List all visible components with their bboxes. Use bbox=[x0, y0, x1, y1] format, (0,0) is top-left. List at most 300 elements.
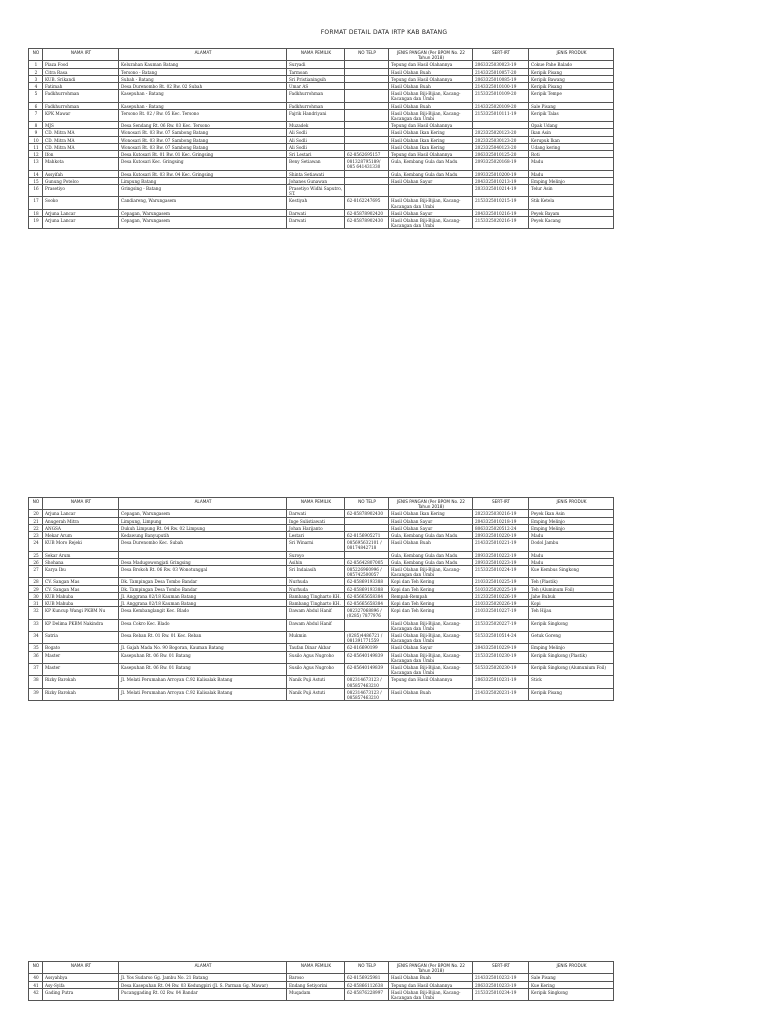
cell-no: 13 bbox=[29, 158, 43, 170]
cell-sert-irt: 2043325010218-19 bbox=[473, 517, 529, 524]
cell-no: 12 bbox=[29, 151, 43, 158]
cell-jenis-pangan: Hasil Olahan Biji-Bijian, Kacang-Kacangan dan Umbi bbox=[389, 109, 473, 121]
cell-jenis-pangan: Hasil Olahan Sayur bbox=[389, 644, 473, 651]
cell-alamat: Wonosari Rt. 03 Rw. 07 Sambong Batang bbox=[119, 136, 287, 143]
cell-no: 37 bbox=[29, 664, 43, 676]
cell-jenis-pangan: Hasil Olahan Buah bbox=[389, 83, 473, 90]
table-row bbox=[29, 197, 614, 209]
cell-sert-irt: 2023325020123-20 bbox=[473, 129, 529, 136]
cell-no: 23 bbox=[29, 532, 43, 539]
cell-jenis-pangan: Hasil Olahan Biji-Bijian, Kacang-Kacangan dan Umbi bbox=[389, 90, 473, 102]
cell-jenis-pangan: Hasil Olahan Buah bbox=[389, 539, 473, 551]
cell-no-telp: 081328795189/ 085 641431330 bbox=[345, 158, 389, 170]
table-row bbox=[29, 644, 614, 651]
cell-jenis-pangan: Hasil Olahan Ikan Kering bbox=[389, 143, 473, 150]
cell-jenis-produk: Roti bbox=[529, 151, 614, 158]
cell-alamat: Subah - Batang bbox=[119, 75, 287, 82]
cell-alamat: Desa Kutosari Kec. Gringsing bbox=[119, 158, 287, 170]
cell-nama-pemilik: Nanik Puji Astuti bbox=[287, 688, 345, 700]
cell-sert-irt: 2093325020168-19 bbox=[473, 158, 529, 170]
cell-jenis-pangan: Hasil Olahan Sayur bbox=[389, 517, 473, 524]
cell-sert-irt: 2023325030123-20 bbox=[473, 136, 529, 143]
cell-jenis-pangan: Hasil Olahan Biji-Bijian, Kacang-Kacangan dan Umbi bbox=[389, 632, 473, 644]
cell-jenis-pangan: Rempah-Rempah bbox=[389, 592, 473, 599]
cell-no: 17 bbox=[29, 197, 43, 209]
cell-sert-irt: 2023325040123-20 bbox=[473, 143, 529, 150]
cell-nama-pemilik: Muzadek bbox=[287, 122, 345, 129]
cell-nama-pemilik: Fadkhurrohman bbox=[287, 90, 345, 102]
cell-no-telp bbox=[345, 143, 389, 150]
cell-nama-irt: Anugerah Mitra bbox=[43, 517, 119, 524]
cell-nama-irt: CD. Mitra MA bbox=[43, 136, 119, 143]
cell-no: 6 bbox=[29, 102, 43, 109]
table-row bbox=[29, 122, 614, 129]
cell-sert-irt: 2063325010233-19 bbox=[473, 981, 529, 988]
cell-sert-irt: 2143325020109-20 bbox=[473, 102, 529, 109]
cell-jenis-produk: Keripik Pisang bbox=[529, 688, 614, 700]
table-row bbox=[29, 102, 614, 109]
cell-nama-pemilik: Nanik Puji Astuti bbox=[287, 676, 345, 688]
header-jenis-pangan: JENIS PANGAN (Per BPOM No. 22 Tahun 2018) bbox=[389, 49, 473, 61]
cell-jenis-pangan: Kopi dan Teh Kering bbox=[389, 607, 473, 619]
cell-no-telp bbox=[345, 177, 389, 184]
cell-nama-pemilik: Asihin bbox=[287, 558, 345, 565]
cell-no: 31 bbox=[29, 600, 43, 607]
cell-nama-pemilik: Nurhuda bbox=[287, 578, 345, 585]
cell-alamat: Jl. Anggrana 02/18 Kauman Batang bbox=[119, 592, 287, 599]
cell-alamat: Desa Durenombo Rt. 02 Rw. 02 Subah bbox=[119, 83, 287, 90]
table-row bbox=[29, 578, 614, 585]
cell-sert-irt: 2063325010085-19 bbox=[473, 75, 529, 82]
cell-nama-irt: CD. Mitra MA bbox=[43, 143, 119, 150]
cell-no-telp bbox=[345, 83, 389, 90]
header-alamat: ALAMAT bbox=[119, 498, 287, 510]
cell-jenis-pangan bbox=[389, 185, 473, 197]
cell-jenis-pangan: Tepung dan Hasil Olahannya bbox=[389, 122, 473, 129]
cell-alamat: Cepagan, Warungasem bbox=[119, 217, 287, 229]
cell-sert-irt: 2043325010213-19 bbox=[473, 177, 529, 184]
cell-sert-irt: 2143325010221-19 bbox=[473, 539, 529, 551]
cell-no: 38 bbox=[29, 676, 43, 688]
table-row bbox=[29, 651, 614, 663]
header-jenis-pangan: JENIS PANGAN (Per BPOM No. 22 Tahun 2018) bbox=[389, 498, 473, 510]
header-no-telp: NO TELP bbox=[345, 49, 389, 61]
table-row bbox=[29, 61, 614, 68]
cell-nama-pemilik: Muqadam bbox=[287, 988, 345, 1000]
cell-no-telp bbox=[345, 524, 389, 531]
cell-sert-irt: 5153325010514-24 bbox=[473, 632, 529, 644]
cell-alamat: Desa Sendang Rt. 06 Rw. 03 Kec. Tersono bbox=[119, 122, 287, 129]
cell-jenis-pangan: Gula, Kembang Gula dan Madu bbox=[389, 532, 473, 539]
table-row bbox=[29, 75, 614, 82]
cell-no-telp: 62-85640149839 bbox=[345, 651, 389, 663]
cell-nama-pemilik: Beny Setiawan bbox=[287, 158, 345, 170]
cell-no-telp bbox=[345, 109, 389, 121]
cell-alamat: Kasepuhan Rt. 06 Rw. 01 Batang bbox=[119, 664, 287, 676]
cell-sert-irt: 2093325010220-19 bbox=[473, 532, 529, 539]
cell-nama-irt: Shohana bbox=[43, 558, 119, 565]
cell-nama-pemilik: Johanes Gunawan bbox=[287, 177, 345, 184]
table-row bbox=[29, 109, 614, 121]
cell-alamat: Desa Reban Rt. 01 Rw. 01 Kec. Reban bbox=[119, 632, 287, 644]
cell-alamat: Jl. Anggrana 02/18 Kauman Batang bbox=[119, 600, 287, 607]
cell-no-telp: 62-85869193388 bbox=[345, 585, 389, 592]
cell-nama-pemilik: Ali Sodli bbox=[287, 129, 345, 136]
cell-alamat: Kelurahan Kauman Batang bbox=[119, 61, 287, 68]
cell-no-telp: 62-85878902420 bbox=[345, 209, 389, 216]
cell-no: 32 bbox=[29, 607, 43, 619]
cell-jenis-produk: Udang kering bbox=[529, 143, 614, 150]
cell-jenis-produk: Kue Kembus Singkong bbox=[529, 566, 614, 578]
cell-no-telp: 62-85876228997 bbox=[345, 988, 389, 1000]
cell-nama-irt: KPK Mawar bbox=[43, 109, 119, 121]
cell-nama-pemilik: Mukmin bbox=[287, 632, 345, 644]
cell-jenis-produk: Emping Melinjo bbox=[529, 517, 614, 524]
cell-alamat: Pucanggading Rt. 02 Rw. 04 Bandar bbox=[119, 988, 287, 1000]
header-jenis-produk: JENIS PRODUK bbox=[529, 962, 614, 974]
cell-nama-irt: MJS bbox=[43, 122, 119, 129]
cell-jenis-produk: Emping Melinjo bbox=[529, 524, 614, 531]
cell-no: 8 bbox=[29, 122, 43, 129]
cell-jenis-pangan: Hasil Olahan Biji-Bijian, Kacang-Kacangan dan Umbi bbox=[389, 566, 473, 578]
cell-jenis-pangan: Gula, Kembang Gula dan Madu bbox=[389, 558, 473, 565]
cell-no: 36 bbox=[29, 651, 43, 663]
cell-jenis-produk: Sale Pisang bbox=[529, 974, 614, 981]
table-row bbox=[29, 676, 614, 688]
cell-no: 40 bbox=[29, 974, 43, 981]
cell-no: 3 bbox=[29, 75, 43, 82]
header-sert-irt: SERT-IRT bbox=[473, 49, 529, 61]
cell-nama-pemilik: Nurhuda bbox=[287, 585, 345, 592]
cell-jenis-produk: Ikan Asin bbox=[529, 129, 614, 136]
cell-alamat: Kasepuhan - Batang bbox=[119, 90, 287, 102]
header-nama-irt: NAMA IRT bbox=[43, 962, 119, 974]
cell-no: 7 bbox=[29, 109, 43, 121]
cell-nama-pemilik: Fajrik Handriyani bbox=[287, 109, 345, 121]
cell-jenis-produk: Madu bbox=[529, 532, 614, 539]
cell-jenis-pangan: Hasil Olahan Buah bbox=[389, 688, 473, 700]
cell-jenis-pangan: Hasil Olahan Sayur bbox=[389, 524, 473, 531]
cell-sert-irt bbox=[473, 122, 529, 129]
cell-jenis-produk: Peyek Kacang bbox=[529, 217, 614, 229]
cell-no-telp bbox=[345, 136, 389, 143]
cell-sert-irt: 2153325010224-19 bbox=[473, 566, 529, 578]
cell-nama-pemilik: Darwati bbox=[287, 209, 345, 216]
header-no-telp: NO TELP bbox=[345, 962, 389, 974]
table-row bbox=[29, 585, 614, 592]
cell-nama-pemilik: Shinta Setiawati bbox=[287, 170, 345, 177]
cell-no: 22 bbox=[29, 524, 43, 531]
table-row bbox=[29, 90, 614, 102]
cell-nama-pemilik: Sri Lestari bbox=[287, 151, 345, 158]
cell-nama-pemilik: Dawam Abdul Hanif bbox=[287, 607, 345, 619]
cell-no-telp: 085226960996 / 085742500057 bbox=[345, 566, 389, 578]
table-row bbox=[29, 632, 614, 644]
table-row bbox=[29, 510, 614, 517]
cell-nama-irt: Mahkota bbox=[43, 158, 119, 170]
cell-sert-irt: 5103325020225-19 bbox=[473, 585, 529, 592]
header-nama-pemilik: NAMA PEMILIK bbox=[287, 49, 345, 61]
cell-jenis-produk: Keripik Singkong bbox=[529, 988, 614, 1000]
cell-nama-pemilik: Bambang Tingharto KH. bbox=[287, 592, 345, 599]
cell-sert-irt: 2153325010234-19 bbox=[473, 988, 529, 1000]
cell-jenis-produk: Teh Hijau bbox=[529, 607, 614, 619]
cell-jenis-produk: Dodol Jambu bbox=[529, 539, 614, 551]
cell-no: 34 bbox=[29, 632, 43, 644]
cell-sert-irt: 2063325010125-20 bbox=[473, 151, 529, 158]
cell-no-telp bbox=[345, 619, 389, 631]
cell-jenis-pangan: Hasil Olahan Buah bbox=[389, 68, 473, 75]
header-no-telp: NO TELP bbox=[345, 498, 389, 510]
header-jenis-produk: JENIS PRODUK bbox=[529, 498, 614, 510]
cell-jenis-produk: Emping Melinjo bbox=[529, 177, 614, 184]
cell-nama-irt: Karya Ibu bbox=[43, 566, 119, 578]
table-header-row bbox=[29, 962, 614, 974]
cell-alamat: Dk. Tampingan Desa Tombo Bandar bbox=[119, 585, 287, 592]
cell-jenis-pangan: Tepung dan Hasil Olahannya bbox=[389, 61, 473, 68]
header-no: NO bbox=[29, 962, 43, 974]
cell-no: 19 bbox=[29, 217, 43, 229]
table-row bbox=[29, 158, 614, 170]
cell-sert-irt: 2153325020216-19 bbox=[473, 217, 529, 229]
cell-alamat: Kedawung Banyuputih bbox=[119, 532, 287, 539]
cell-jenis-produk: Cokue Pahe Balado bbox=[529, 61, 614, 68]
header-nama-irt: NAMA IRT bbox=[43, 49, 119, 61]
cell-jenis-produk: Jahe Bubuk bbox=[529, 592, 614, 599]
cell-no: 33 bbox=[29, 619, 43, 631]
cell-no: 29 bbox=[29, 585, 43, 592]
cell-jenis-produk: Peyek Bayam bbox=[529, 209, 614, 216]
cell-jenis-pangan: Hasil Olahan Ikan Kering bbox=[389, 136, 473, 143]
irtp-table-2 bbox=[28, 497, 614, 701]
header-alamat: ALAMAT bbox=[119, 962, 287, 974]
cell-jenis-pangan: Hasil Olahan Biji-Bijian, Kacang-Kacangan dan Umbi bbox=[389, 619, 473, 631]
document-title: FORMAT DETAIL DATA IRTP KAB BATANG bbox=[320, 29, 448, 36]
cell-nama-irt: CV. Sangan Mas bbox=[43, 585, 119, 592]
cell-jenis-pangan: Hasil Olahan Buah bbox=[389, 974, 473, 981]
cell-jenis-pangan: Hasil Olahan Biji-Bijian, Kacang-Kacangan dan Umbi bbox=[389, 988, 473, 1000]
irtp-table-1 bbox=[28, 48, 614, 229]
cell-nama-irt: Citra Rasa bbox=[43, 68, 119, 75]
cell-no: 35 bbox=[29, 644, 43, 651]
cell-alamat: Limpung, Limpung bbox=[119, 517, 287, 524]
irtp-table-3 bbox=[28, 961, 614, 1001]
table-row bbox=[29, 592, 614, 599]
table-row bbox=[29, 566, 614, 578]
cell-no-telp: 085695632101 / 08174842718 bbox=[345, 539, 389, 551]
cell-no-telp: 082327068896 / (0285) 7877976 bbox=[345, 607, 389, 619]
cell-nama-irt: Piaza Food bbox=[43, 61, 119, 68]
cell-nama-pemilik: Sri Pristianingsih bbox=[287, 75, 345, 82]
cell-jenis-produk: Stick bbox=[529, 676, 614, 688]
cell-alamat: Desa Durenombo Kec. Subah bbox=[119, 539, 287, 551]
cell-no: 11 bbox=[29, 143, 43, 150]
cell-alamat: Limpung Batang bbox=[119, 177, 287, 184]
header-sert-irt: SERT-IRT bbox=[473, 498, 529, 510]
table-row bbox=[29, 607, 614, 619]
cell-jenis-pangan: Hasil Olahan Buah bbox=[389, 102, 473, 109]
cell-nama-irt: KUB Mahuba bbox=[43, 600, 119, 607]
cell-alamat: Desa Kembanglangit Kec. Blado bbox=[119, 607, 287, 619]
cell-no-telp: 082314673123 / 085857463210 bbox=[345, 676, 389, 688]
header-no: NO bbox=[29, 49, 43, 61]
cell-no-telp: 62-85640149839 bbox=[345, 664, 389, 676]
cell-nama-irt: Satria bbox=[43, 632, 119, 644]
cell-no: 18 bbox=[29, 209, 43, 216]
cell-no-telp bbox=[345, 102, 389, 109]
cell-jenis-produk: Keripik Pisang bbox=[529, 83, 614, 90]
cell-jenis-produk: Telur Asin bbox=[529, 185, 614, 197]
cell-alamat: Gringsing - Batang bbox=[119, 185, 287, 197]
cell-nama-irt: KP Kuncup Wangi PKBM Nu bbox=[43, 607, 119, 619]
header-nama-pemilik: NAMA PEMILIK bbox=[287, 498, 345, 510]
cell-nama-pemilik: Sri Indaiasih bbox=[287, 566, 345, 578]
cell-alamat: Cepagan, Warungasem bbox=[119, 209, 287, 216]
cell-nama-pemilik: Darwati bbox=[287, 217, 345, 229]
cell-nama-irt: Sekar Arum bbox=[43, 551, 119, 558]
cell-alamat bbox=[119, 551, 287, 558]
cell-jenis-produk: Opak Udang bbox=[529, 122, 614, 129]
table-row bbox=[29, 143, 614, 150]
cell-no-telp: 62-85642807005 bbox=[345, 558, 389, 565]
cell-no: 26 bbox=[29, 558, 43, 565]
cell-jenis-pangan: Gula, Kembang Gula dan Madu bbox=[389, 170, 473, 177]
cell-jenis-pangan: Hasil Olahan Sayur bbox=[389, 209, 473, 216]
cell-jenis-pangan: Tepung dan Hasil Olahannya bbox=[389, 151, 473, 158]
cell-jenis-produk: Keripik Tempe bbox=[529, 90, 614, 102]
cell-sert-irt: 2143325010232-19 bbox=[473, 974, 529, 981]
cell-no-telp: (0285)4486721 / 081391771559 bbox=[345, 632, 389, 644]
cell-jenis-pangan: Tepung dan Hasil Olahannya bbox=[389, 981, 473, 988]
cell-nama-pemilik: Inge Sulistiawati bbox=[287, 517, 345, 524]
header-jenis-produk: JENIS PRODUK bbox=[529, 49, 614, 61]
cell-no: 25 bbox=[29, 551, 43, 558]
cell-sert-irt: 2043325010229-19 bbox=[473, 644, 529, 651]
cell-nama-pemilik: Suryadi bbox=[287, 61, 345, 68]
cell-jenis-produk: Sale Pisang bbox=[529, 102, 614, 109]
cell-no: 14 bbox=[29, 170, 43, 177]
cell-nama-pemilik: Taufan Dinar Akbar bbox=[287, 644, 345, 651]
cell-jenis-produk: Kopi bbox=[529, 600, 614, 607]
header-alamat: ALAMAT bbox=[119, 49, 287, 61]
cell-jenis-produk: Teh (Plastik) bbox=[529, 578, 614, 585]
cell-nama-irt: KP Delima PKBM Nakindra bbox=[43, 619, 119, 631]
cell-nama-pemilik: Dawam Abdul Hanif bbox=[287, 619, 345, 631]
table-row bbox=[29, 688, 614, 700]
cell-sert-irt: 2143325020231-19 bbox=[473, 688, 529, 700]
cell-no: 15 bbox=[29, 177, 43, 184]
cell-nama-pemilik: Baroso bbox=[287, 974, 345, 981]
table-row bbox=[29, 551, 614, 558]
cell-jenis-produk: Madu bbox=[529, 158, 614, 170]
cell-sert-irt: 2153325010230-19 bbox=[473, 651, 529, 663]
cell-no-telp bbox=[345, 185, 389, 197]
cell-no: 28 bbox=[29, 578, 43, 585]
cell-no: 16 bbox=[29, 185, 43, 197]
cell-no-telp: 62-85878902430 bbox=[345, 510, 389, 517]
cell-nama-irt: Fadkhurrohman bbox=[43, 90, 119, 102]
table-row bbox=[29, 981, 614, 988]
cell-sert-irt: 8063325020512-24 bbox=[473, 524, 529, 531]
cell-jenis-produk: Madu bbox=[529, 551, 614, 558]
cell-nama-irt: Rizky Barokah bbox=[43, 688, 119, 700]
table-row bbox=[29, 185, 614, 197]
table-row bbox=[29, 209, 614, 216]
cell-no-telp bbox=[345, 61, 389, 68]
cell-nama-irt: Arjuna Lancar bbox=[43, 217, 119, 229]
cell-nama-pemilik: Bambang Tingharto KH. bbox=[287, 600, 345, 607]
cell-sert-irt: 2093325010223-19 bbox=[473, 558, 529, 565]
cell-no-telp: 62-8162247695 bbox=[345, 197, 389, 209]
table-row bbox=[29, 619, 614, 631]
cell-nama-pemilik: Prasetiyo Widhi Saputro, ST. bbox=[287, 185, 345, 197]
cell-nama-irt: Gading Putra bbox=[43, 988, 119, 1000]
cell-alamat: Desa Brokoh Rt. 06 Rw. 03 Wonotunggal bbox=[119, 566, 287, 578]
cell-alamat: Desa Kutosari Rt. 01 Rw. 01 Kec. Gringsing bbox=[119, 151, 287, 158]
table-row bbox=[29, 177, 614, 184]
cell-nama-irt: Assyifah bbox=[43, 170, 119, 177]
cell-nama-pemilik: Endang Setiyorini bbox=[287, 981, 345, 988]
cell-no-telp: 62-8156905271 bbox=[345, 532, 389, 539]
cell-no: 2 bbox=[29, 68, 43, 75]
cell-nama-irt: Asy-Syifa bbox=[43, 981, 119, 988]
cell-nama-pemilik: Ali Sodli bbox=[287, 143, 345, 150]
cell-jenis-produk: Peyek Ikan Asin bbox=[529, 510, 614, 517]
cell-nama-irt: Gunung Potelco bbox=[43, 177, 119, 184]
cell-sert-irt: 2103325010225-19 bbox=[473, 578, 529, 585]
cell-no-telp: 62-85869193388 bbox=[345, 578, 389, 585]
cell-jenis-produk: Keripik Bawang bbox=[529, 75, 614, 82]
cell-nama-irt: Arjuna Lancar bbox=[43, 209, 119, 216]
cell-jenis-pangan: Hasil Olahan Biji-Bijian, Kacang-Kacangan dan Umbi bbox=[389, 664, 473, 676]
cell-nama-irt: Master bbox=[43, 651, 119, 663]
table-row bbox=[29, 129, 614, 136]
cell-jenis-produk: Emping Melinjo bbox=[529, 644, 614, 651]
table-row bbox=[29, 664, 614, 676]
table-row bbox=[29, 532, 614, 539]
cell-alamat: Desa Kasepuhan Rt. 04 Rw. 03 Kedungpiri (Jl. S. Parman Gg. Mawar) bbox=[119, 981, 287, 988]
table-row bbox=[29, 217, 614, 229]
cell-alamat: Desa Cokro Kec. Blado bbox=[119, 619, 287, 631]
cell-sert-irt: 2103325010227-19 bbox=[473, 607, 529, 619]
cell-jenis-pangan: Hasil Olahan Sayur bbox=[389, 177, 473, 184]
cell-no: 39 bbox=[29, 688, 43, 700]
cell-no: 20 bbox=[29, 510, 43, 517]
cell-no: 5 bbox=[29, 90, 43, 102]
cell-nama-pemilik: Lestari bbox=[287, 532, 345, 539]
cell-nama-pemilik: Susilo Agus Nugroho bbox=[287, 664, 345, 676]
cell-nama-irt: CV. Sangan Mas bbox=[43, 578, 119, 585]
cell-alamat: Desa Madugowongjati Gringsing bbox=[119, 558, 287, 565]
cell-sert-irt: 2153325020227-19 bbox=[473, 619, 529, 631]
cell-no-telp: 62-8562695157 bbox=[345, 151, 389, 158]
cell-no-telp bbox=[345, 170, 389, 177]
table-row bbox=[29, 524, 614, 531]
cell-jenis-produk: Keripik Singkong (Plastik) bbox=[529, 651, 614, 663]
cell-sert-irt: 2043325010216-19 bbox=[473, 209, 529, 216]
cell-sert-irt: 5153325020230-19 bbox=[473, 664, 529, 676]
cell-sert-irt: 2063325010231-19 bbox=[473, 676, 529, 688]
cell-nama-irt: Master bbox=[43, 664, 119, 676]
cell-alamat: Wonosari Rt. 03 Rw. 07 Sambong Batang bbox=[119, 143, 287, 150]
table-row bbox=[29, 170, 614, 177]
cell-nama-pemilik: Darwati bbox=[287, 510, 345, 517]
cell-nama-pemilik: Umar AS bbox=[287, 83, 345, 90]
cell-no-telp bbox=[345, 129, 389, 136]
cell-nama-irt: Assyahbya bbox=[43, 974, 119, 981]
cell-no-telp: 62-85866112638 bbox=[345, 981, 389, 988]
cell-no-telp bbox=[345, 75, 389, 82]
